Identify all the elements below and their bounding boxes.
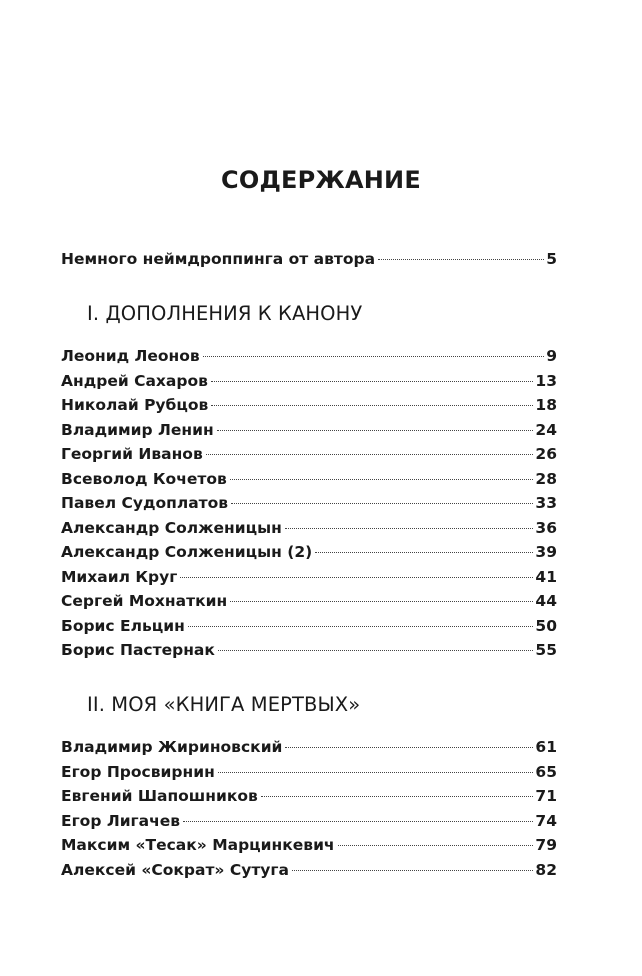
toc-entry-intro [61, 249, 557, 269]
dot-leader [230, 601, 533, 602]
toc-entry [61, 518, 557, 538]
toc-entry-page: 74 [535, 811, 557, 830]
toc-entry-label: Алексей «Сократ» Сутуга [61, 860, 289, 879]
dot-leader [261, 796, 534, 797]
dot-leader [188, 626, 534, 627]
toc-entry-label: Всеволод Кочетов [61, 469, 227, 488]
dot-leader [338, 845, 534, 846]
toc-entry [61, 493, 557, 513]
section-heading-1: I. ДОПОЛНЕНИЯ К КАНОНУ [87, 302, 363, 325]
toc-entry-label: Борис Пастернак [61, 641, 215, 659]
toc-entry-page: 55 [535, 641, 557, 659]
dot-leader [231, 503, 533, 504]
dot-leader [292, 870, 533, 871]
dot-leader [211, 381, 533, 382]
toc-entry-label: Егор Просвирнин [61, 762, 215, 781]
toc-entry-page: 61 [535, 738, 557, 756]
dot-leader [206, 454, 534, 455]
toc-entry-label: Георгий Иванов [61, 445, 203, 463]
section-heading-2: II. МОЯ «КНИГА МЕРТВЫХ» [87, 693, 361, 716]
toc-entry-label: Евгений Шапошников [61, 787, 258, 805]
toc-entry [61, 469, 557, 489]
dot-leader [218, 650, 534, 651]
toc-entry [61, 811, 557, 831]
toc-entry [61, 395, 557, 415]
dot-leader [285, 747, 533, 748]
toc-entry [61, 444, 557, 464]
toc-entry-label: Павел Судоплатов [61, 494, 229, 512]
toc-entry [61, 346, 557, 366]
toc-entry [61, 786, 557, 806]
toc-entry [61, 616, 557, 636]
toc-entry-page: 50 [535, 616, 557, 635]
toc-entry-page: 79 [535, 836, 557, 854]
toc-entry [61, 640, 557, 660]
toc-entry-page: 41 [535, 567, 557, 586]
dot-leader [230, 479, 534, 480]
toc-entry-label: Владимир Ленин [61, 420, 214, 439]
dot-leader [217, 430, 534, 431]
toc-entry [61, 860, 557, 880]
toc-entry-label: Александр Солженицын [61, 518, 282, 537]
toc-entry-page: 65 [535, 762, 557, 781]
toc-entry-page: 71 [535, 787, 557, 805]
toc-entry-label: Борис Ельцин [61, 616, 185, 635]
dot-leader [315, 552, 533, 553]
toc-entry-label: Владимир Жириновский [61, 738, 283, 756]
toc-entry-page: 28 [535, 469, 557, 488]
dot-leader [211, 405, 533, 406]
toc-entry-page: 33 [535, 494, 557, 512]
dot-leader [183, 821, 533, 822]
dot-leader [218, 772, 534, 773]
toc-entry-label: Михаил Круг [61, 567, 178, 586]
toc-entry-label: Немного неймдроппинга от автора [61, 250, 376, 268]
toc-entry-page: 9 [546, 347, 557, 365]
toc-entry-label: Леонид Леонов [61, 347, 200, 365]
toc-entry-page: 82 [535, 860, 557, 879]
page-title: СОДЕРЖАНИЕ [221, 166, 421, 194]
toc-entry-label: Андрей Сахаров [61, 371, 208, 390]
toc-entry [61, 591, 557, 611]
toc-entry-label: Александр Солженицын (2) [61, 543, 313, 561]
toc-entry-label: Николай Рубцов [61, 396, 209, 414]
dot-leader [285, 528, 534, 529]
toc-entry [61, 371, 557, 391]
toc-entry [61, 567, 557, 587]
toc-entry-label: Егор Лигачев [61, 811, 181, 830]
toc-entry-label: Сергей Мохнаткин [61, 592, 228, 610]
toc-entry-page: 44 [535, 592, 557, 610]
toc-entry-page: 5 [546, 250, 557, 268]
toc-entry-page: 24 [535, 420, 557, 439]
dot-leader [203, 356, 544, 357]
toc-entry-page: 26 [535, 445, 557, 463]
toc-entry [61, 762, 557, 782]
toc-entry-label: Максим «Тесак» Марцинкевич [61, 836, 335, 854]
toc-entry-page: 36 [535, 518, 557, 537]
toc-entry-page: 18 [535, 396, 557, 414]
toc-entry [61, 737, 557, 757]
toc-entry [61, 542, 557, 562]
dot-leader [378, 259, 544, 260]
toc-entry [61, 835, 557, 855]
toc-entry-page: 39 [535, 543, 557, 561]
dot-leader [180, 577, 533, 578]
toc-entry [61, 420, 557, 440]
toc-entry-page: 13 [535, 371, 557, 390]
